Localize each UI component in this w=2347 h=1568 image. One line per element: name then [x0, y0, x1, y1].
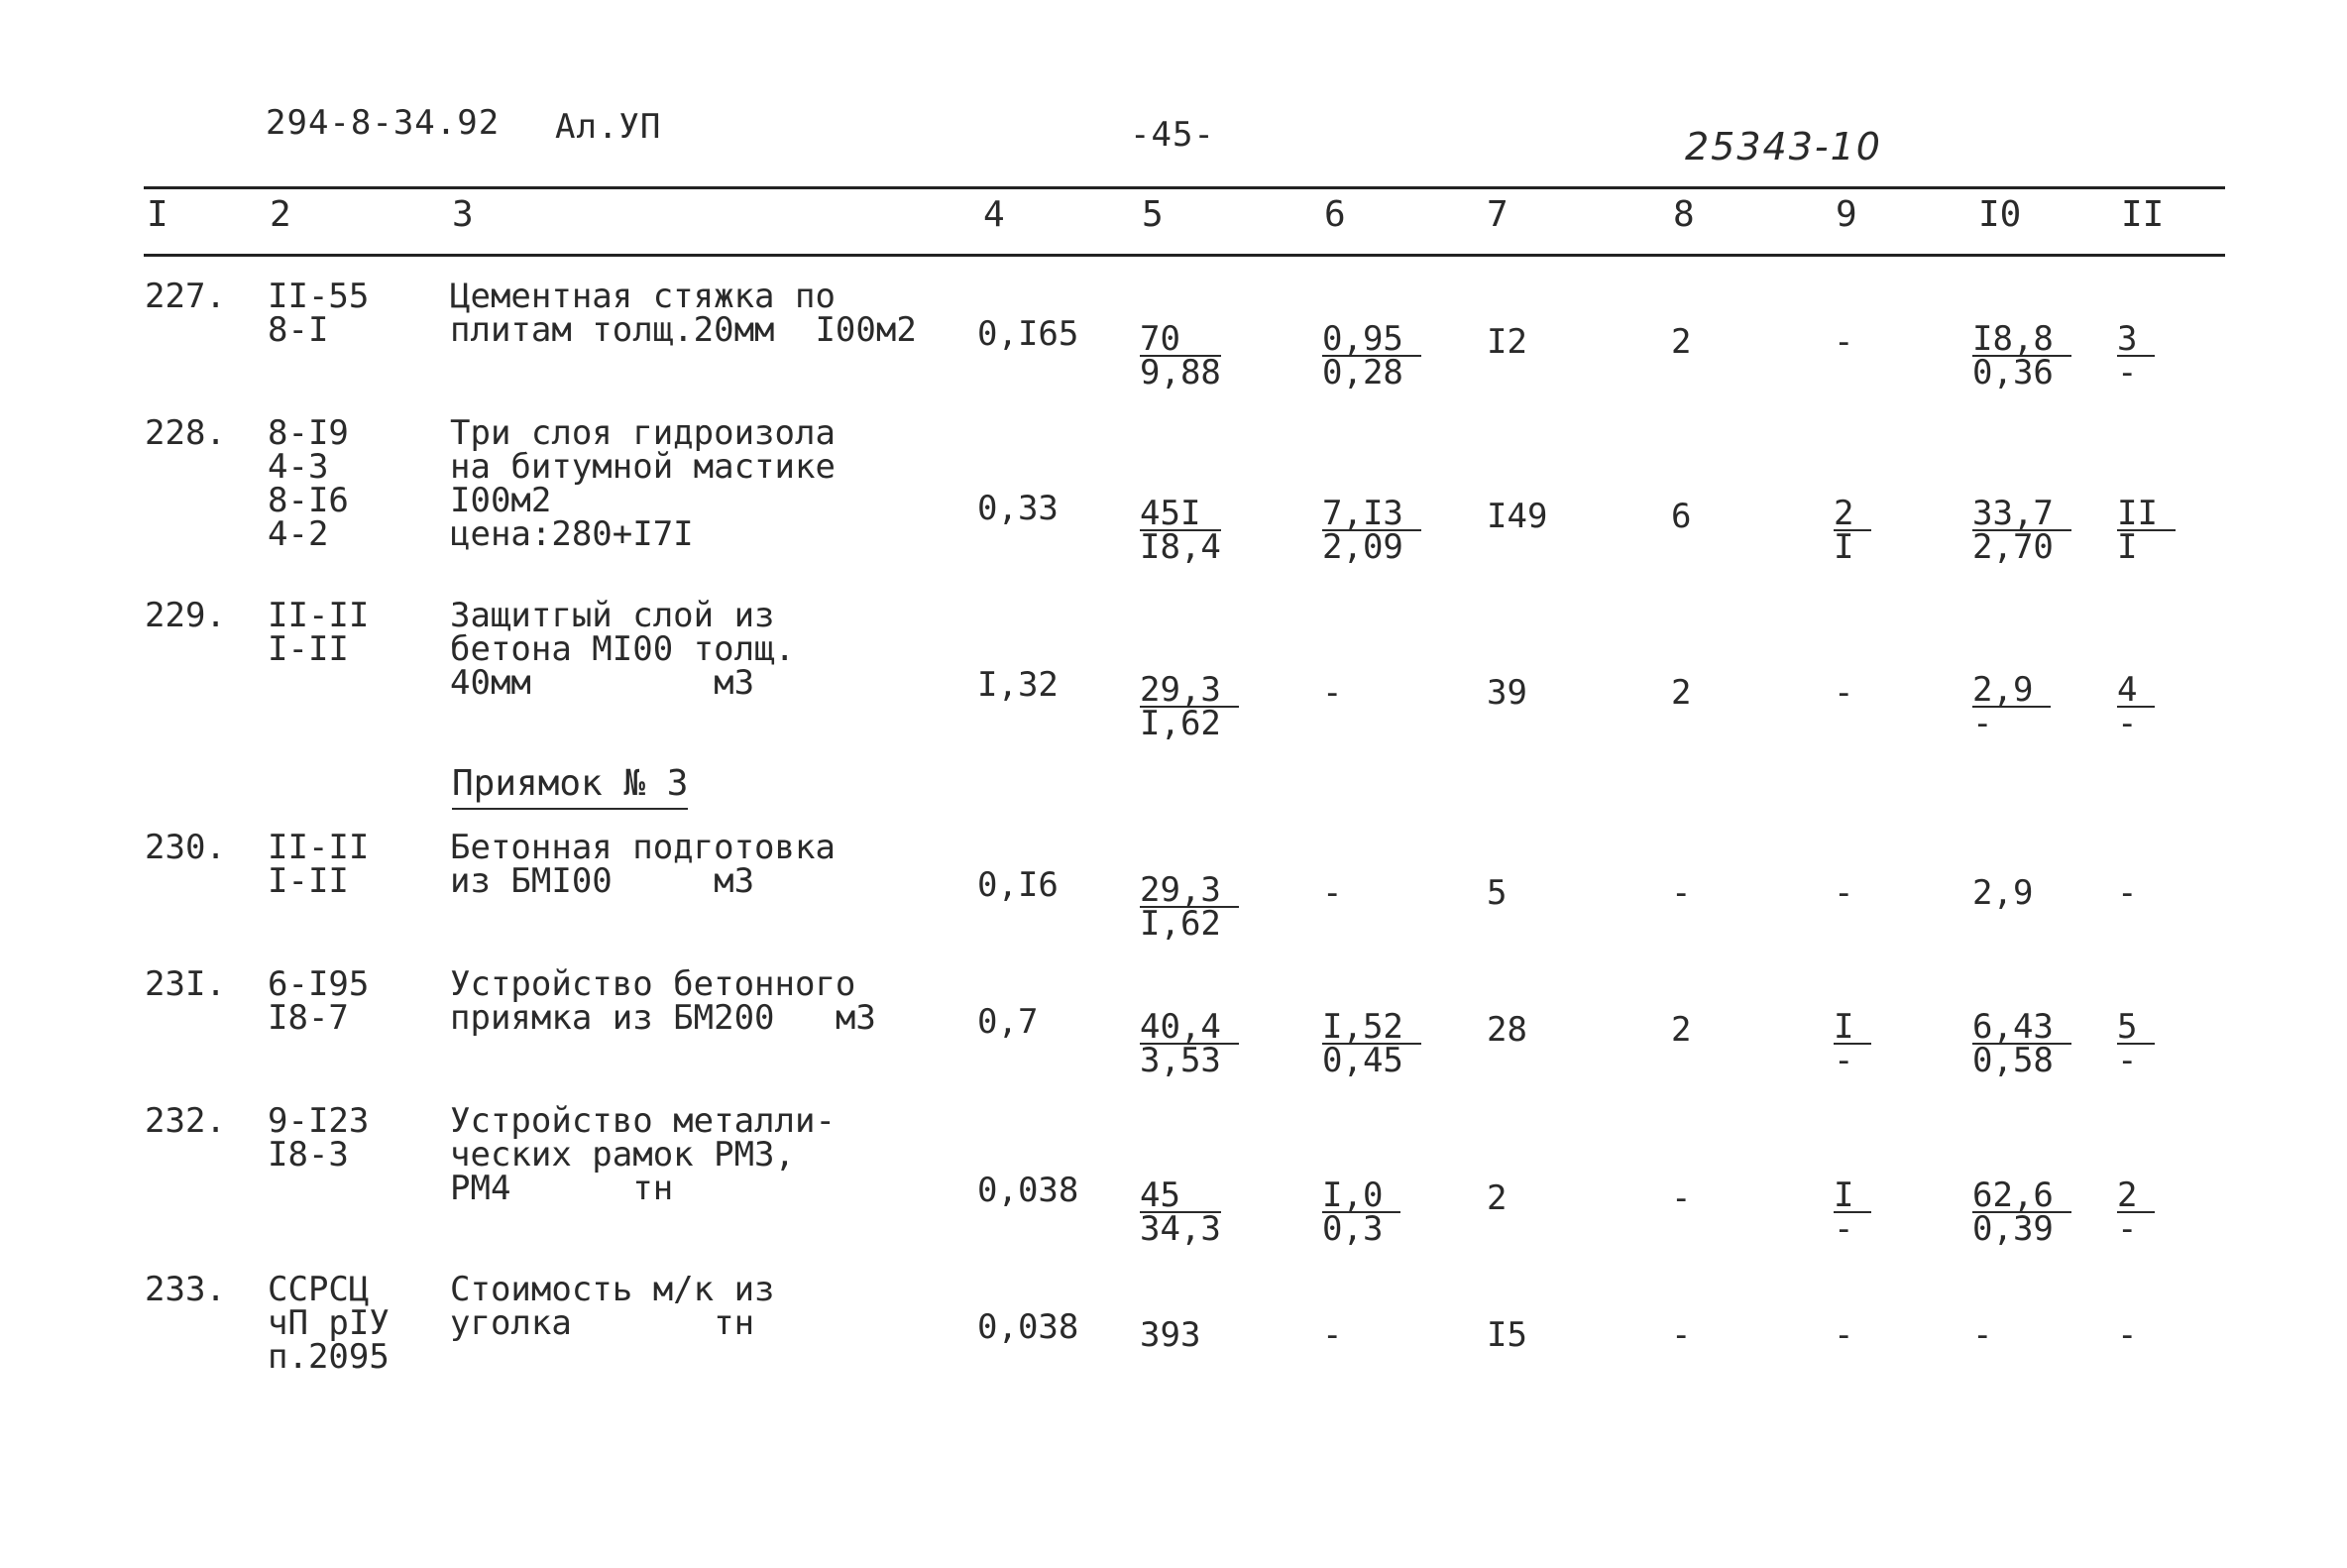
- fraction-numerator: I: [1834, 1179, 1871, 1213]
- value-col-8: 2: [1671, 1010, 1692, 1050]
- value-col-11: -: [2117, 873, 2138, 913]
- value-col-6-fraction: [1322, 494, 1421, 567]
- norm-code: 8-I9 4-3 8-I6 4-2: [268, 413, 349, 554]
- value-col-6-fraction: [1322, 1007, 1421, 1080]
- quantity: 0,038: [977, 1307, 1079, 1347]
- quantity: I,32: [977, 665, 1059, 705]
- table-header-rule: [144, 254, 2225, 257]
- work-description: Защитгый слой из бетона МI00 толщ. 40мм м3: [450, 596, 795, 703]
- quantity: 0,038: [977, 1171, 1079, 1210]
- value-col-9-fraction: [1834, 494, 1871, 567]
- fraction-denominator: 2,09: [1322, 527, 1403, 567]
- fraction-denominator: -: [1972, 704, 1993, 743]
- column-header: I: [147, 194, 168, 235]
- value-col-9: -: [1834, 322, 1854, 362]
- fraction-denominator: I,62: [1140, 904, 1221, 944]
- value-col-7: 5: [1487, 873, 1508, 913]
- work-description: Устройство бетонного приямка из БМ200 м3: [450, 964, 876, 1038]
- value-col-9: -: [1834, 1315, 1854, 1355]
- value-col-10-fraction: [1972, 494, 2071, 567]
- work-description: Стоимость м/к из уголка тн: [450, 1270, 775, 1343]
- fraction-denominator: -: [2117, 1209, 2138, 1249]
- row-number: 23I.: [145, 964, 226, 1004]
- value-col-11-fraction: [2117, 670, 2155, 743]
- fraction-denominator: 0,3: [1322, 1209, 1384, 1249]
- fraction-denominator: 0,58: [1972, 1041, 2054, 1080]
- fraction-numerator: 5: [2117, 1011, 2155, 1045]
- value-col-11-fraction: [2117, 1176, 2155, 1249]
- fraction-denominator: -: [2117, 353, 2138, 392]
- value-col-9: -: [1834, 873, 1854, 913]
- value-col-9: -: [1834, 673, 1854, 713]
- fraction-denominator: 34,3: [1140, 1209, 1221, 1249]
- fraction-numerator: 45: [1140, 1179, 1221, 1213]
- quantity: 0,I65: [977, 314, 1079, 354]
- fraction-numerator: I8,8: [1972, 323, 2071, 357]
- work-description: Бетонная подготовка из БМI00 м3: [450, 828, 836, 901]
- value-col-7: 39: [1487, 673, 1527, 713]
- fraction-denominator: 3,53: [1140, 1041, 1221, 1080]
- fraction-numerator: 29,3: [1140, 674, 1239, 708]
- quantity: 0,33: [977, 489, 1059, 528]
- value-col-7: 2: [1487, 1178, 1508, 1218]
- fraction-numerator: 0,95: [1322, 323, 1421, 357]
- value-col-6: -: [1322, 1315, 1343, 1355]
- value-col-8: -: [1671, 1178, 1692, 1218]
- work-description: Устройство металли- ческих рамок РМ3, РМ4 тн: [450, 1101, 836, 1208]
- value-col-5-fraction: [1140, 670, 1239, 743]
- value-col-5-fraction: [1140, 870, 1239, 944]
- column-header: I0: [1978, 194, 2022, 235]
- value-col-10-fraction: [1972, 319, 2071, 392]
- section-title: Приямок № 3: [452, 763, 688, 810]
- fraction-denominator: 0,45: [1322, 1041, 1403, 1080]
- value-col-8: 6: [1671, 497, 1692, 536]
- norm-code: 9-I23 I8-3: [268, 1101, 370, 1175]
- value-col-5-fraction: [1140, 319, 1221, 392]
- fraction-numerator: 70: [1140, 323, 1221, 357]
- column-header: 2: [270, 194, 291, 235]
- value-col-8: -: [1671, 873, 1692, 913]
- fraction-denominator: -: [2117, 704, 2138, 743]
- column-header: 6: [1324, 194, 1346, 235]
- fraction-numerator: 2: [1834, 498, 1871, 531]
- fraction-numerator: I,0: [1322, 1179, 1400, 1213]
- fraction-numerator: 45I: [1140, 498, 1221, 531]
- document-code: 294-8-34.92: [266, 103, 501, 143]
- fraction-denominator: 2,70: [1972, 527, 2054, 567]
- fraction-denominator: I: [2117, 527, 2138, 567]
- fraction-denominator: -: [1834, 1209, 1854, 1249]
- fraction-numerator: 6,43: [1972, 1011, 2071, 1045]
- value-col-9-fraction: [1834, 1007, 1871, 1080]
- norm-code: 6-I95 I8-7: [268, 964, 370, 1038]
- value-col-7: I2: [1487, 322, 1527, 362]
- value-col-8: 2: [1671, 673, 1692, 713]
- column-header: 8: [1673, 194, 1695, 235]
- value-col-6-fraction: [1322, 319, 1421, 392]
- column-header: 4: [983, 194, 1005, 235]
- value-col-6: -: [1322, 673, 1343, 713]
- work-description: Цементная стяжка по плитам толщ.20мм I00м2: [450, 277, 917, 350]
- fraction-denominator: I8,4: [1140, 527, 1221, 567]
- value-col-10-fraction: [1972, 1176, 2071, 1249]
- value-col-10: -: [1972, 1315, 1993, 1355]
- fraction-denominator: 9,88: [1140, 353, 1221, 392]
- table-top-rule: [144, 186, 2225, 189]
- value-col-10-fraction: [1972, 670, 2051, 743]
- value-col-6: -: [1322, 873, 1343, 913]
- fraction-denominator: 0,28: [1322, 353, 1403, 392]
- column-header: 9: [1836, 194, 1857, 235]
- fraction-numerator: 4: [2117, 674, 2155, 708]
- work-description: Три слоя гидроизола на битумной мастике I00м2 цена:280+I7I: [450, 413, 836, 554]
- quantity: 0,I6: [977, 865, 1059, 905]
- row-number: 232.: [145, 1101, 226, 1141]
- page-number: -45-: [1130, 115, 1215, 155]
- value-col-7: I49: [1487, 497, 1548, 536]
- norm-code: II-55 8-I: [268, 277, 370, 350]
- fraction-numerator: II: [2117, 498, 2176, 531]
- column-header: 3: [452, 194, 474, 235]
- value-col-5-fraction: [1140, 494, 1221, 567]
- value-col-11-fraction: [2117, 1007, 2155, 1080]
- value-col-10-fraction: [1972, 1007, 2071, 1080]
- value-col-6-fraction: [1322, 1176, 1400, 1249]
- fraction-denominator: -: [1834, 1041, 1854, 1080]
- column-header: 7: [1487, 194, 1509, 235]
- value-col-5-fraction: [1140, 1007, 1239, 1080]
- value-col-11: -: [2117, 1315, 2138, 1355]
- fraction-numerator: 29,3: [1140, 874, 1239, 908]
- row-number: 228.: [145, 413, 226, 453]
- row-number: 229.: [145, 596, 226, 635]
- value-col-9-fraction: [1834, 1176, 1871, 1249]
- value-col-7: I5: [1487, 1315, 1527, 1355]
- fraction-numerator: 62,6: [1972, 1179, 2071, 1213]
- fraction-numerator: 33,7: [1972, 498, 2071, 531]
- fraction-numerator: 3: [2117, 323, 2155, 357]
- value-col-5-fraction: [1140, 1176, 1221, 1249]
- row-number: 227.: [145, 277, 226, 316]
- fraction-numerator: 7,I3: [1322, 498, 1421, 531]
- fraction-denominator: I: [1834, 527, 1854, 567]
- norm-code: ССРСЦ чП рIУ п.2095: [268, 1270, 390, 1377]
- norm-code: II-II I-II: [268, 828, 370, 901]
- value-col-8: 2: [1671, 322, 1692, 362]
- fraction-numerator: I: [1834, 1011, 1871, 1045]
- value-col-7: 28: [1487, 1010, 1527, 1050]
- column-header: II: [2121, 194, 2165, 235]
- value-col-10: 2,9: [1972, 873, 2034, 913]
- fraction-numerator: I,52: [1322, 1011, 1421, 1045]
- value-col-5: 393: [1140, 1315, 1201, 1355]
- fraction-numerator: 2: [2117, 1179, 2155, 1213]
- album-label: Ал.УП: [555, 107, 662, 147]
- fraction-numerator: 2,9: [1972, 674, 2051, 708]
- fraction-denominator: -: [2117, 1041, 2138, 1080]
- handwritten-number: 25343-10: [1685, 125, 1882, 168]
- fraction-denominator: I,62: [1140, 704, 1221, 743]
- norm-code: II-II I-II: [268, 596, 370, 669]
- quantity: 0,7: [977, 1002, 1039, 1042]
- row-number: 230.: [145, 828, 226, 867]
- value-col-11-fraction: [2117, 494, 2176, 567]
- value-col-11-fraction: [2117, 319, 2155, 392]
- row-number: 233.: [145, 1270, 226, 1309]
- column-header: 5: [1142, 194, 1164, 235]
- fraction-denominator: 0,36: [1972, 353, 2054, 392]
- fraction-denominator: 0,39: [1972, 1209, 2054, 1249]
- value-col-8: -: [1671, 1315, 1692, 1355]
- fraction-numerator: 40,4: [1140, 1011, 1239, 1045]
